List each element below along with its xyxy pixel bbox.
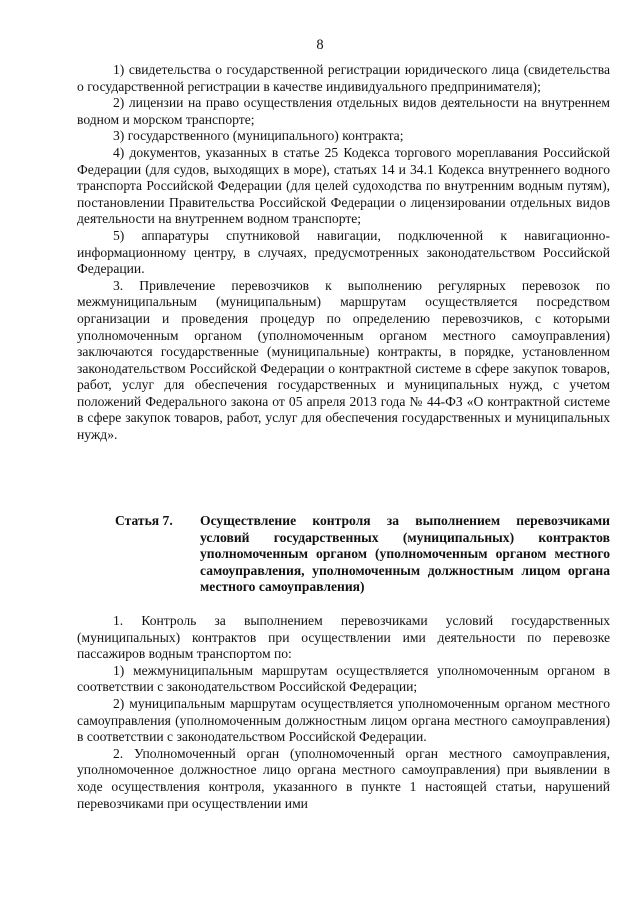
- paragraph-subitem-1: 1) межмуниципальным маршрутам осуществляется уполномоченным органом в соответствии с законодательством Российской Федерации;: [77, 662, 610, 695]
- paragraph-item-2: 2) лицензии на право осуществления отдельных видов деятельности на внутреннем водном и морском транспорте;: [77, 95, 610, 127]
- article-title: Осуществление контроля за выполнением перевозчиками условий государственных (муниципальных) контрактов уполномоченным органом (уполномоченным органом местного самоуправления, уполномоченным должностным лицом органа местного самоуправления): [200, 513, 610, 595]
- paragraph-subitem-2: 2) муниципальным маршрутам осуществляется уполномоченным органом местного самоуправления (уполномоченным должностным лицом органа местного самоуправления) в соответствии с законодательством Российской Федерации.: [77, 695, 610, 745]
- paragraph-point-2: 2. Уполномоченный орган (уполномоченный орган местного самоуправления, уполномоченное должностное лицо органа местного самоуправления) при выявлении в ходе осуществления контроля, указанного в пункте 1 настоящей статьи, нарушений перевозчиками при осуществлении ими: [77, 745, 610, 811]
- paragraph-item-3: 3) государственного (муниципального) контракта;: [113, 128, 404, 144]
- paragraph-point-1: 1. Контроль за выполнением перевозчиками условий государственных (муниципальных) контрактов при осуществлении ими деятельности по перевозке пассажиров водным транспортом по:: [77, 613, 610, 662]
- bottom-section: [77, 613, 610, 812]
- paragraph-item-4: 4) документов, указанных в статье 25 Кодекса торгового мореплавания Российской Федерации (для судов, выходящих в море), статьях 14 и 34.1 Кодекса внутреннего водного транспорта Российской Федерации (для целей судоходства по внутренним водным путям), постановлении Правительства Российской Федерации о лицензировании отдельных видов деятельности на внутреннем водном транспорте;: [77, 144, 610, 227]
- paragraph-item-1: 1) свидетельства о государственной регистрации юридического лица (свидетельства о государственной регистрации в качестве индивидуального предпринимателя);: [77, 62, 610, 94]
- top-section: [77, 62, 610, 444]
- paragraph-item-5: 5) аппаратуры спутниковой навигации, подключенной к навигационно-информационному центру, в случаях, предусмотренных законодательством Российской Федерации.: [77, 227, 610, 277]
- page-number: 8: [316, 37, 324, 53]
- paragraph-point-3: 3. Привлечение перевозчиков к выполнению регулярных перевозок по межмуниципальным (муниципальным) маршрутам осуществляется посредством организации и проведения процедур по определению перевозчиков, с которыми уполномоченным органом (уполномоченным органом местного самоуправления) заключаются государственные (муниципальные) контракты, в порядке, установленном законодательством Российской Федерации о контрактной системе в сфере закупок товаров, работ, услуг для обеспечения государственных и муниципальных нужд, с учетом положений Федерального закона от 05 апреля 2013 года № 44-ФЗ «О контрактной системе в сфере закупок товаров, работ, услуг для обеспечения государственных и муниципальных нужд».: [77, 277, 610, 443]
- article-number: Статья 7.: [115, 513, 173, 528]
